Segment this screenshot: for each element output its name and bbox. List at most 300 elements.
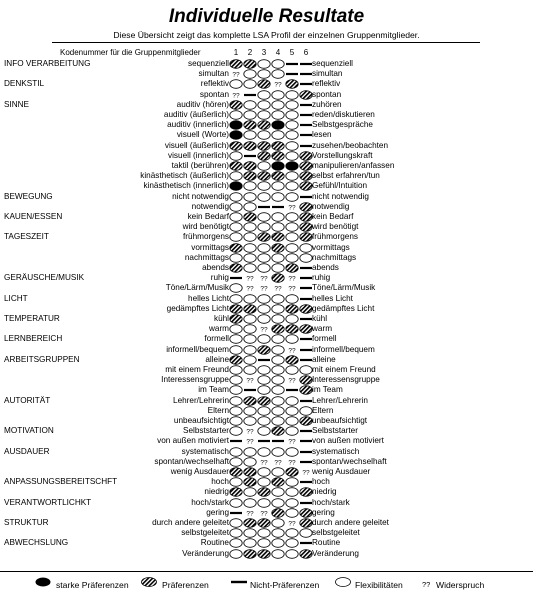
result-row bbox=[0, 161, 533, 171]
flexibility-mark bbox=[230, 386, 242, 395]
member-symbols bbox=[230, 345, 310, 355]
member-symbols bbox=[230, 202, 310, 212]
legend-flex-label: Flexibilitäten bbox=[355, 580, 403, 590]
member-symbols bbox=[230, 100, 310, 110]
member-symbols bbox=[230, 426, 310, 436]
flexibility-mark bbox=[272, 468, 284, 477]
preference-mark bbox=[244, 478, 256, 487]
left-attribute-label: frühmorgens bbox=[183, 232, 229, 242]
flexibility-mark bbox=[258, 478, 270, 487]
flexibility-mark bbox=[230, 396, 242, 405]
member-symbols bbox=[230, 79, 310, 89]
strong-preference-mark bbox=[230, 131, 242, 140]
left-attribute-label: kinästhetisch (äußerlich) bbox=[140, 171, 229, 181]
flexibility-mark bbox=[230, 325, 242, 334]
flexibility-mark bbox=[258, 447, 270, 456]
flexibility-mark bbox=[258, 376, 270, 385]
flexibility-mark bbox=[244, 243, 256, 252]
left-attribute-label: wird benötigt bbox=[182, 222, 229, 232]
member-symbols bbox=[230, 467, 310, 477]
flexibility-mark bbox=[230, 478, 242, 487]
category-label: ANPASSUNGSBEREITSCHFT bbox=[4, 477, 118, 487]
left-attribute-label: unbeaufsichtigt bbox=[173, 416, 229, 425]
result-row bbox=[0, 314, 533, 324]
right-attribute-label: ruhig bbox=[312, 273, 331, 283]
left-attribute-label: sequenziell bbox=[188, 59, 229, 68]
result-row bbox=[0, 120, 533, 130]
flexibility-mark bbox=[286, 498, 298, 507]
result-row bbox=[0, 171, 533, 181]
right-attribute-label: helles Licht bbox=[312, 293, 353, 303]
member-symbols bbox=[230, 283, 310, 293]
flexibility-mark bbox=[272, 406, 284, 415]
result-row bbox=[0, 222, 533, 232]
preference-mark bbox=[286, 80, 298, 89]
conflict-mark: ?? bbox=[288, 275, 296, 283]
result-row bbox=[0, 508, 533, 518]
right-attribute-label: Selbststarter bbox=[312, 426, 358, 436]
preference-mark bbox=[230, 60, 242, 69]
right-attribute-label: systematisch bbox=[312, 446, 360, 456]
flexibility-mark bbox=[244, 447, 256, 456]
flexibility-mark bbox=[258, 468, 270, 477]
member-symbols bbox=[230, 171, 310, 181]
flexibility-mark bbox=[272, 386, 284, 395]
conflict-symbol: ?? bbox=[422, 580, 431, 589]
flexibility-mark bbox=[300, 366, 312, 375]
member-symbols bbox=[230, 161, 310, 171]
preference-mark bbox=[230, 264, 242, 273]
flexibility-mark bbox=[230, 519, 242, 528]
conflict-mark: ?? bbox=[288, 347, 296, 355]
flexibility-mark bbox=[258, 406, 270, 415]
flexibility-mark bbox=[286, 315, 298, 324]
flexibility-mark bbox=[286, 396, 298, 405]
flexibility-mark bbox=[258, 162, 270, 171]
flexibility-mark bbox=[286, 243, 298, 252]
strong-preference-mark bbox=[230, 121, 242, 130]
strong-preference-mark bbox=[272, 121, 284, 130]
preference-mark bbox=[258, 549, 270, 558]
flexibility-mark bbox=[244, 498, 256, 507]
strong-preference-mark bbox=[230, 182, 242, 191]
preference-mark bbox=[272, 141, 284, 150]
preference-mark bbox=[230, 162, 242, 171]
preference-mark bbox=[244, 304, 256, 313]
preference-mark bbox=[272, 274, 284, 283]
preference-mark bbox=[300, 233, 312, 242]
left-attribute-label: visuell (Worte) bbox=[176, 130, 229, 140]
preference-symbol bbox=[140, 577, 158, 587]
member-symbols bbox=[230, 385, 310, 395]
preference-mark bbox=[300, 376, 312, 385]
flexibility-mark bbox=[258, 213, 270, 222]
left-attribute-label: nachmittags bbox=[184, 252, 229, 262]
category-label: TAGESZEIT bbox=[4, 232, 49, 242]
flexibility-mark bbox=[258, 60, 270, 69]
right-attribute-label: gering bbox=[312, 507, 335, 517]
flexibility-mark bbox=[230, 233, 242, 242]
result-row bbox=[0, 528, 533, 538]
member-symbols bbox=[230, 212, 310, 222]
left-attribute-label: formell bbox=[204, 334, 229, 344]
left-attribute-label: informell/bequem bbox=[166, 344, 229, 354]
member-symbols bbox=[230, 263, 310, 273]
right-attribute-label: manipulieren/anfassen bbox=[312, 161, 395, 170]
conflict-mark: ?? bbox=[288, 459, 296, 467]
conflict-mark: ?? bbox=[288, 438, 296, 446]
flexibility-mark bbox=[258, 529, 270, 538]
category-label: MOTIVATION bbox=[4, 426, 54, 436]
right-attribute-label: selbstgeleitet bbox=[312, 528, 360, 538]
member-symbols bbox=[230, 181, 310, 191]
preference-mark bbox=[286, 325, 298, 334]
preference-mark bbox=[258, 141, 270, 150]
category-label: STRUKTUR bbox=[4, 518, 49, 527]
left-attribute-label: gering bbox=[206, 507, 229, 517]
flexibility-mark bbox=[272, 100, 284, 109]
result-row bbox=[0, 243, 533, 253]
member-symbols bbox=[230, 324, 310, 334]
result-row bbox=[0, 232, 533, 242]
preference-mark bbox=[258, 519, 270, 528]
result-row bbox=[0, 375, 533, 385]
right-attribute-label: Vorstellungskraft bbox=[312, 150, 373, 160]
code-number-label: Kodenummer für die Gruppenmitglieder bbox=[60, 48, 201, 57]
category-label: LICHT bbox=[4, 293, 28, 303]
flexibility-mark bbox=[258, 427, 270, 436]
preference-mark bbox=[258, 488, 270, 497]
preference-mark bbox=[300, 325, 312, 334]
flexibility-mark bbox=[258, 111, 270, 120]
right-attribute-label: informell/bequem bbox=[312, 344, 375, 354]
result-row bbox=[0, 100, 533, 110]
preference-mark bbox=[272, 233, 284, 242]
member-symbols bbox=[230, 375, 310, 385]
result-row bbox=[0, 385, 533, 395]
result-row bbox=[0, 212, 533, 222]
preference-mark bbox=[230, 488, 242, 497]
left-attribute-label: visuell (innerlich) bbox=[168, 150, 229, 160]
flexibility-mark bbox=[258, 539, 270, 548]
right-attribute-label: zuhören bbox=[312, 99, 342, 109]
preference-mark bbox=[272, 427, 284, 436]
flexibility-mark bbox=[272, 376, 284, 385]
category-label: LERNBEREICH bbox=[4, 334, 63, 344]
preference-mark bbox=[244, 121, 256, 130]
conflict-mark: ?? bbox=[246, 285, 254, 293]
flexibility-mark bbox=[244, 253, 256, 262]
flexibility-mark bbox=[272, 366, 284, 375]
result-row bbox=[0, 518, 533, 528]
flexibility-mark bbox=[286, 192, 298, 201]
right-attribute-label: Lehrer/Lehrerin bbox=[312, 395, 368, 405]
flexibility-mark bbox=[244, 355, 256, 364]
flexibility-mark bbox=[244, 539, 256, 548]
left-attribute-label: Töne/Lärm/Musik bbox=[165, 283, 229, 293]
member-symbols bbox=[230, 130, 310, 140]
result-row bbox=[0, 79, 533, 89]
conflict-mark: ?? bbox=[274, 285, 282, 293]
left-attribute-label: kühl bbox=[213, 314, 229, 323]
preference-mark bbox=[300, 202, 312, 211]
left-attribute-label: auditiv (innerlich) bbox=[167, 120, 229, 130]
flexibility-mark bbox=[272, 396, 284, 405]
preference-mark bbox=[244, 468, 256, 477]
left-attribute-label: mit einem Freund bbox=[165, 365, 229, 374]
left-attribute-label: von außen motiviert bbox=[157, 436, 229, 446]
flexibility-mark bbox=[272, 192, 284, 201]
conflict-mark: ?? bbox=[246, 377, 254, 385]
conflict-mark: ?? bbox=[246, 428, 254, 436]
flexibility-symbol bbox=[334, 577, 352, 587]
result-row bbox=[0, 447, 533, 457]
preference-mark bbox=[300, 488, 312, 497]
right-attribute-label: unbeaufsichtigt bbox=[312, 416, 368, 425]
non-preference-symbol bbox=[230, 577, 248, 587]
preference-mark bbox=[244, 172, 256, 181]
left-attribute-label: kinästhetisch (innerlich) bbox=[143, 181, 229, 191]
right-attribute-label: sequenziell bbox=[312, 59, 353, 68]
legend-preference-label: Präferenzen bbox=[162, 580, 209, 590]
flexibility-mark bbox=[272, 529, 284, 538]
preference-mark bbox=[244, 60, 256, 69]
member-symbols bbox=[230, 538, 310, 548]
result-row bbox=[0, 549, 533, 559]
category-label: TEMPERATUR bbox=[4, 314, 60, 323]
conflict-mark: ?? bbox=[288, 285, 296, 293]
flexibility-mark bbox=[258, 90, 270, 99]
left-attribute-label: alleine bbox=[205, 354, 229, 364]
preference-mark bbox=[272, 172, 284, 181]
left-attribute-label: taktil (berühren) bbox=[171, 161, 229, 170]
right-attribute-label: reden/diskutieren bbox=[312, 110, 375, 119]
conflict-mark: ?? bbox=[288, 520, 296, 528]
flexibility-mark bbox=[272, 549, 284, 558]
preference-mark bbox=[230, 468, 242, 477]
result-row bbox=[0, 487, 533, 497]
flexibility-mark bbox=[286, 100, 298, 109]
preference-mark bbox=[258, 233, 270, 242]
flexibility-mark bbox=[286, 90, 298, 99]
flexibility-mark bbox=[272, 60, 284, 69]
member-symbols bbox=[230, 232, 310, 242]
result-row bbox=[0, 69, 533, 79]
result-row bbox=[0, 406, 533, 416]
preference-mark bbox=[244, 162, 256, 171]
flexibility-mark bbox=[272, 519, 284, 528]
flexibility-mark bbox=[300, 529, 312, 538]
member-symbols bbox=[230, 151, 310, 161]
right-attribute-label: im Team bbox=[312, 385, 343, 395]
flexibility-mark bbox=[230, 376, 242, 385]
left-attribute-label: selbstgeleitet bbox=[181, 528, 229, 538]
flexibility-mark bbox=[230, 427, 242, 436]
flexibility-mark bbox=[230, 549, 242, 558]
result-row bbox=[0, 181, 533, 191]
preference-mark bbox=[258, 172, 270, 181]
result-row bbox=[0, 467, 533, 477]
flexibility-mark bbox=[244, 264, 256, 273]
flexibility-mark bbox=[272, 498, 284, 507]
flexibility-mark bbox=[286, 151, 298, 160]
preference-mark bbox=[244, 396, 256, 405]
flexibility-mark bbox=[286, 335, 298, 344]
left-attribute-label: reflektiv bbox=[200, 79, 229, 89]
flexibility-mark bbox=[258, 498, 270, 507]
member-number-3: 3 bbox=[261, 48, 267, 57]
flexibility-mark bbox=[230, 294, 242, 303]
category-label: AUTORITÄT bbox=[4, 395, 51, 405]
flexibility-mark bbox=[286, 406, 298, 415]
flexibility-mark bbox=[272, 131, 284, 140]
flexibility-mark bbox=[258, 100, 270, 109]
category-label: ABWECHSLUNG bbox=[4, 538, 69, 548]
strong-preference-symbol bbox=[34, 577, 52, 587]
result-row bbox=[0, 192, 533, 202]
category-label: DENKSTIL bbox=[4, 79, 45, 89]
flexibility-mark bbox=[258, 243, 270, 252]
left-attribute-label: simultan bbox=[198, 69, 229, 79]
result-row bbox=[0, 324, 533, 334]
left-attribute-label: nicht notwendig bbox=[172, 191, 229, 201]
preference-mark bbox=[272, 508, 284, 517]
result-row bbox=[0, 426, 533, 436]
right-attribute-label: Gefühl/Intuition bbox=[312, 181, 368, 191]
preference-mark bbox=[230, 100, 242, 109]
member-symbols bbox=[230, 243, 310, 253]
right-attribute-label: von außen motiviert bbox=[312, 436, 384, 446]
preference-mark bbox=[300, 386, 312, 395]
flexibility-mark bbox=[300, 253, 312, 262]
flexibility-mark bbox=[230, 151, 242, 160]
member-symbols bbox=[230, 406, 310, 416]
right-attribute-label: Interessensgruppe bbox=[312, 375, 380, 385]
legend-strong-label: starke Präferenzen bbox=[56, 580, 129, 590]
member-number-4: 4 bbox=[275, 48, 281, 57]
left-attribute-label: Routine bbox=[200, 538, 229, 548]
flexibility-mark bbox=[244, 457, 256, 466]
preference-mark bbox=[300, 172, 312, 181]
preference-mark bbox=[300, 549, 312, 558]
preference-mark bbox=[244, 549, 256, 558]
right-attribute-label: lesen bbox=[312, 130, 332, 140]
legend-conflict-label: Widerspruch bbox=[436, 580, 485, 590]
flexibility-mark bbox=[258, 386, 270, 395]
left-attribute-label: auditiv (hören) bbox=[176, 99, 229, 109]
flexibility-mark bbox=[272, 488, 284, 497]
right-attribute-label: spontan bbox=[312, 89, 342, 99]
flexibility-mark bbox=[258, 294, 270, 303]
flexibility-mark bbox=[272, 111, 284, 120]
flexibility-mark bbox=[272, 264, 284, 273]
member-symbols bbox=[230, 314, 310, 324]
flexibility-mark bbox=[272, 315, 284, 324]
right-attribute-label: vormittags bbox=[312, 242, 350, 252]
legend-nonpref-label: Nicht-Präferenzen bbox=[250, 580, 320, 590]
flexibility-mark bbox=[244, 223, 256, 232]
right-attribute-label: niedrig bbox=[312, 487, 337, 497]
flexibility-mark bbox=[258, 315, 270, 324]
result-row bbox=[0, 90, 533, 100]
flexibility-mark bbox=[286, 121, 298, 130]
flexibility-mark bbox=[272, 223, 284, 232]
result-row bbox=[0, 457, 533, 467]
left-attribute-label: niedrig bbox=[204, 487, 229, 497]
result-row bbox=[0, 538, 533, 548]
preference-mark bbox=[300, 162, 312, 171]
flexibility-mark bbox=[258, 366, 270, 375]
member-symbols bbox=[230, 273, 310, 283]
left-attribute-label: spontan/wechselhaft bbox=[154, 456, 229, 466]
flexibility-mark bbox=[244, 111, 256, 120]
preference-mark bbox=[272, 151, 284, 160]
flexibility-mark bbox=[230, 498, 242, 507]
flexibility-mark bbox=[286, 529, 298, 538]
left-attribute-label: hoch bbox=[211, 477, 229, 487]
flexibility-mark bbox=[244, 366, 256, 375]
result-row bbox=[0, 263, 533, 273]
page-subtitle: Diese Übersicht zeigt das komplette LSA Profil der einzelnen Gruppenmitglieder. bbox=[113, 30, 420, 40]
right-attribute-label: hoch bbox=[312, 477, 330, 487]
member-symbols bbox=[230, 253, 310, 263]
result-row bbox=[0, 477, 533, 487]
flexibility-mark bbox=[230, 223, 242, 232]
flexibility-mark bbox=[230, 80, 242, 89]
flexibility-mark bbox=[230, 539, 242, 548]
flexibility-mark bbox=[244, 417, 256, 426]
right-attribute-label: nicht notwendig bbox=[312, 191, 369, 201]
left-attribute-label: Lehrer/Lehrerin bbox=[173, 395, 229, 405]
conflict-mark: ?? bbox=[232, 71, 240, 79]
preference-mark bbox=[300, 417, 312, 426]
member-symbols bbox=[230, 334, 310, 344]
flexibility-mark bbox=[230, 529, 242, 538]
flexibility-mark bbox=[244, 100, 256, 109]
preference-mark bbox=[286, 264, 298, 273]
flexibility-mark bbox=[272, 447, 284, 456]
member-symbols bbox=[230, 508, 310, 518]
flexibility-mark bbox=[286, 253, 298, 262]
flexibility-mark bbox=[286, 417, 298, 426]
strong-preference-mark bbox=[286, 162, 298, 171]
result-row bbox=[0, 334, 533, 344]
member-symbols bbox=[230, 396, 310, 406]
preference-mark bbox=[244, 141, 256, 150]
right-attribute-label: Töne/Lärm/Musik bbox=[312, 283, 376, 293]
flexibility-mark bbox=[244, 529, 256, 538]
preference-mark bbox=[286, 355, 298, 364]
right-attribute-label: simultan bbox=[312, 69, 343, 79]
right-attribute-label: nachmittags bbox=[312, 252, 357, 262]
flexibility-mark bbox=[258, 304, 270, 313]
flexibility-mark bbox=[286, 111, 298, 120]
preference-mark bbox=[300, 213, 312, 222]
conflict-mark: ?? bbox=[260, 285, 268, 293]
category-label: KAUEN/ESSEN bbox=[4, 212, 63, 221]
right-attribute-label: mit einem Freund bbox=[312, 365, 376, 374]
flexibility-mark bbox=[230, 345, 242, 354]
member-symbols bbox=[230, 549, 310, 559]
flexibility-mark bbox=[244, 80, 256, 89]
left-attribute-label: Veränderung bbox=[182, 548, 229, 558]
member-symbols bbox=[230, 477, 310, 487]
conflict-mark: ?? bbox=[260, 275, 268, 283]
member-symbols bbox=[230, 222, 310, 232]
flexibility-mark bbox=[272, 213, 284, 222]
member-number-2: 2 bbox=[247, 48, 253, 57]
flexibility-mark bbox=[244, 131, 256, 140]
